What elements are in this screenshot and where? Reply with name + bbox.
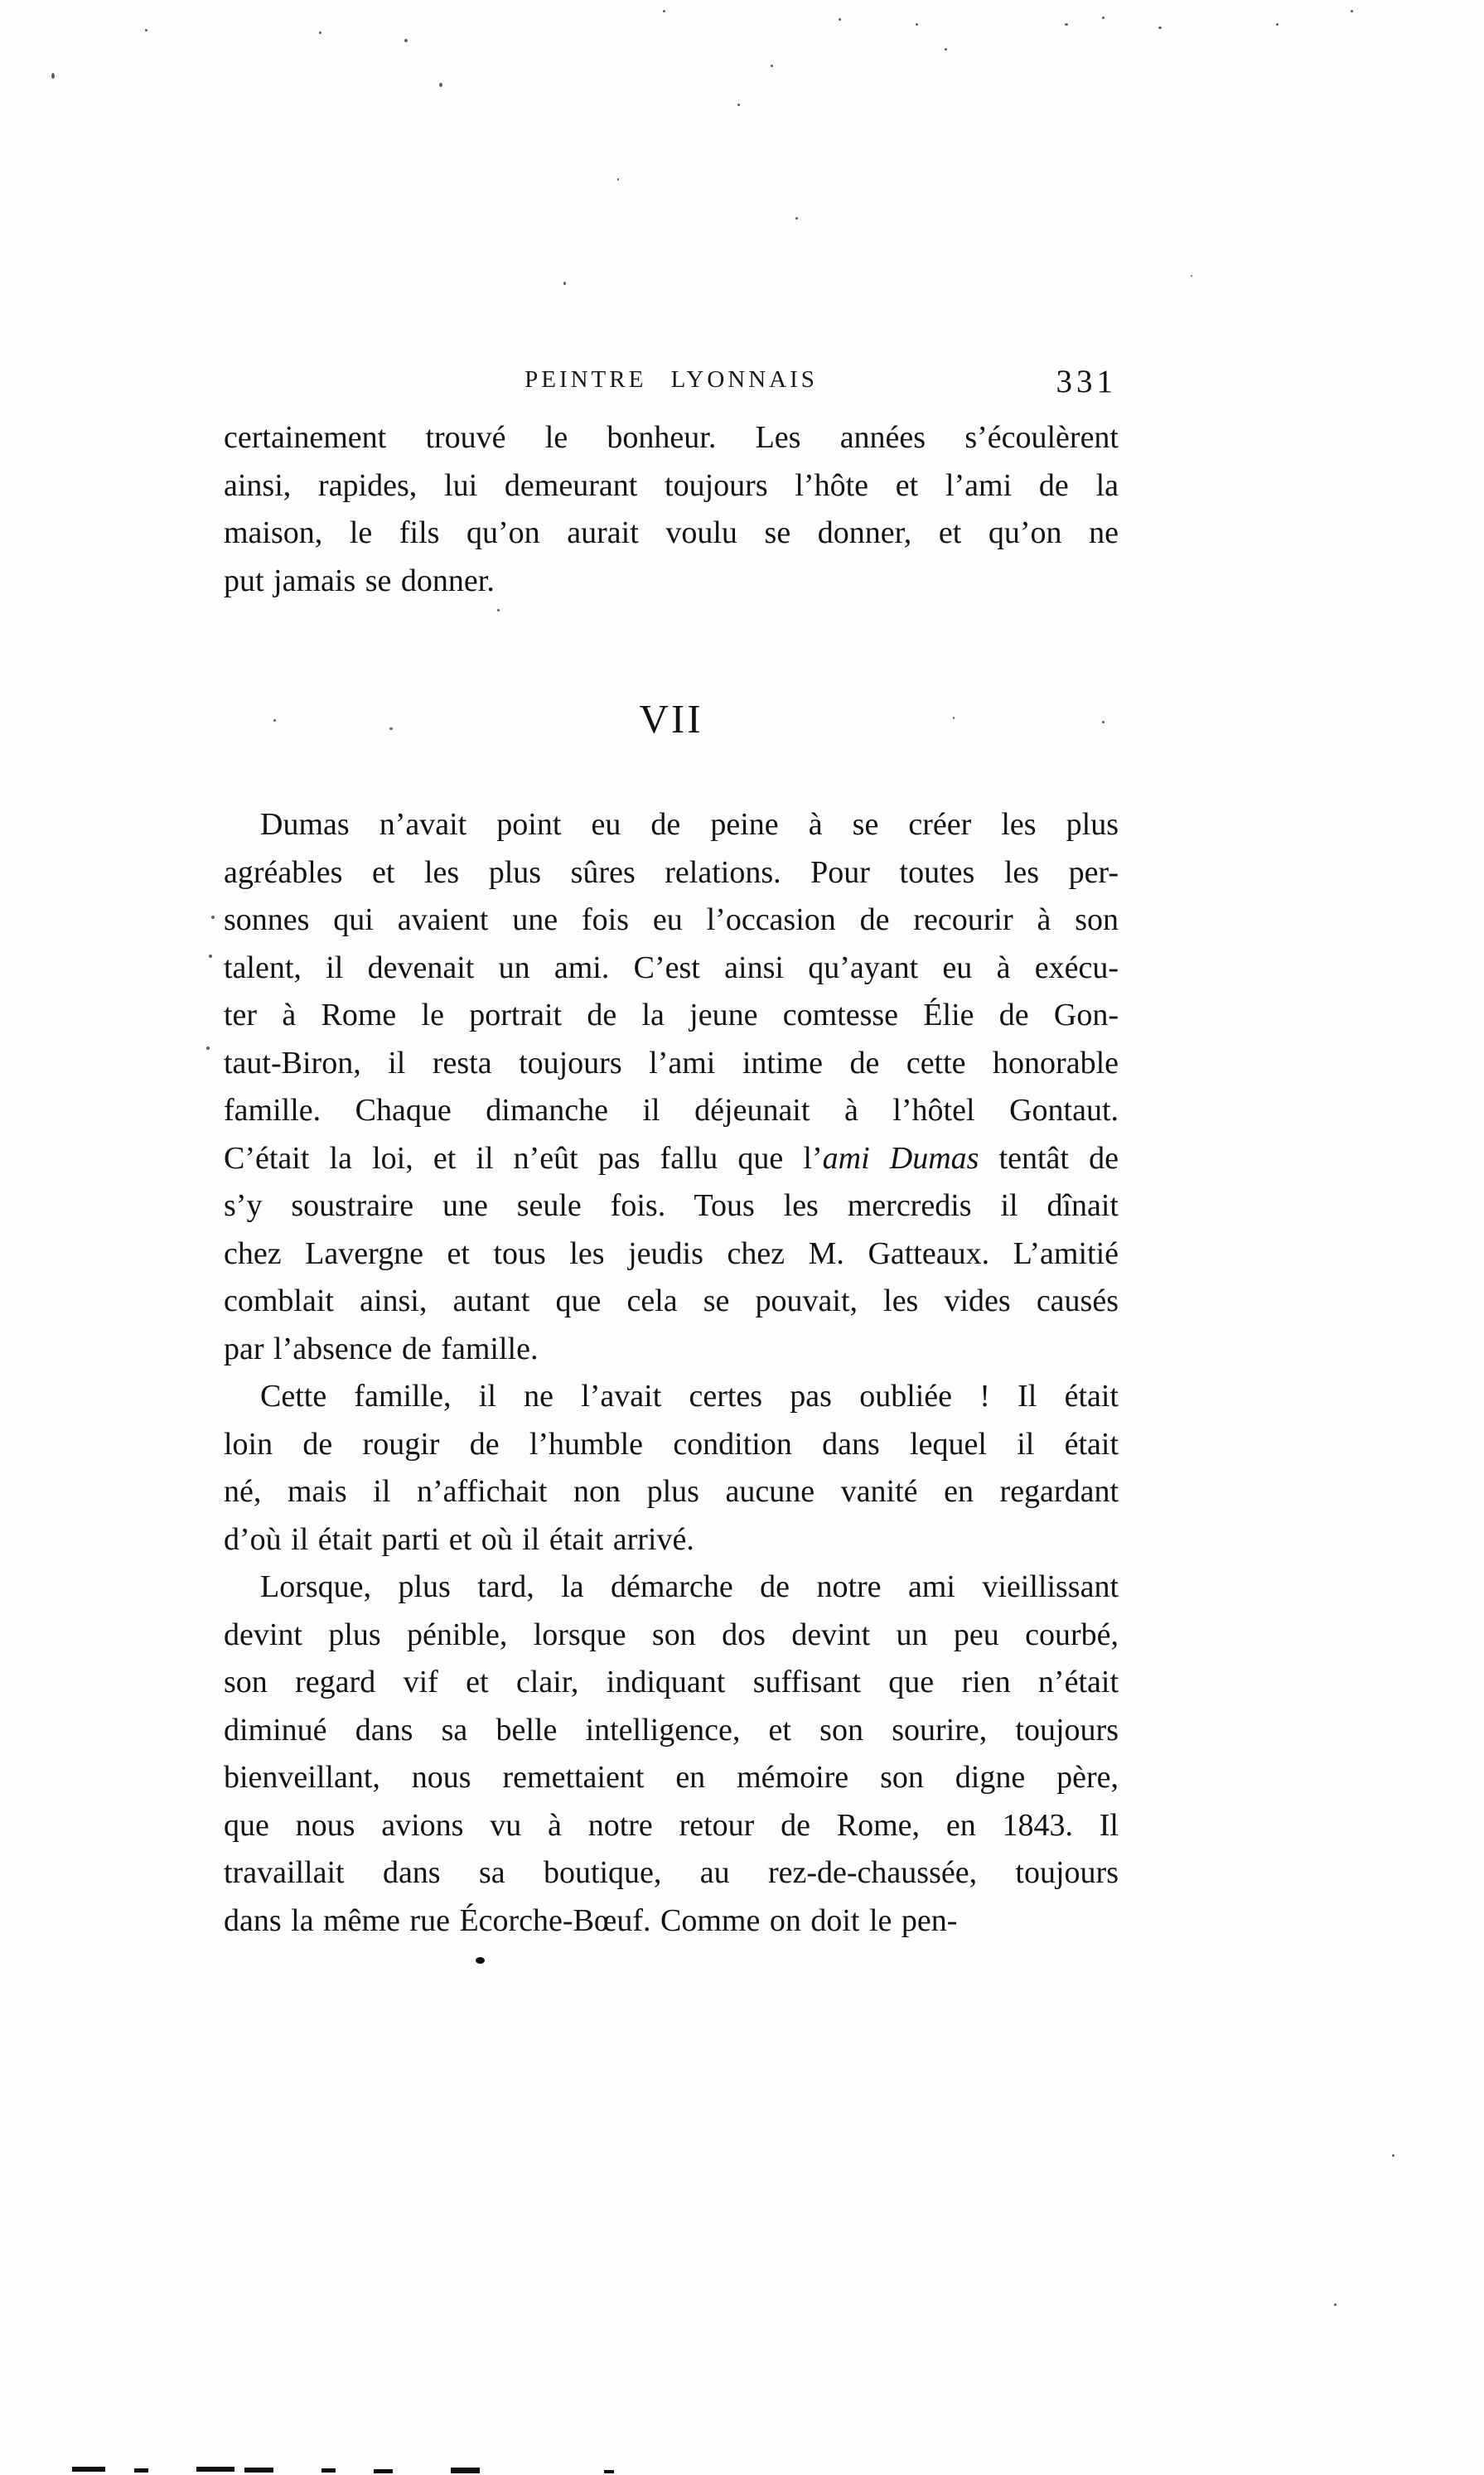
text-line: Lorsque, plus tard, la démarche de notre ami vieillissant [260, 1569, 1119, 1604]
scan-speck [273, 719, 276, 722]
text-line: son regard vif et clair, indiquant suffisant que rien n’était [224, 1665, 1119, 1699]
page-header [224, 363, 1119, 403]
scan-speck [1065, 23, 1068, 26]
scan-speck [1276, 23, 1279, 26]
scan-artifact-dash [321, 2468, 336, 2473]
text-line: famille. Chaque dimanche il déjeunait à l’hôtel Gontaut. [224, 1093, 1119, 1128]
ink-blot [476, 1957, 485, 1964]
text-line: chez Lavergne et tous les jeudis chez M. Gatteaux. L’amitié [224, 1235, 1119, 1271]
scan-speck [209, 955, 212, 958]
text-line: ainsi, rapides, lui demeurant toujours l’hôte et l’ami de la [224, 467, 1119, 503]
text-segment: C’était la loi, et il n’eût pas fallu que l’ [224, 1140, 823, 1176]
paragraph-continuation [224, 414, 1119, 605]
scan-speck [51, 73, 55, 79]
scan-speck [1392, 2154, 1395, 2157]
text-line: ter à Rome le portrait de la jeune comtesse Élie de Gon- [224, 998, 1119, 1032]
running-header-title: PEINTRE LYONNAIS [524, 366, 818, 393]
text-line: travaillait dans sa boutique, au rez-de-chaussée, toujours [224, 1855, 1119, 1890]
text-line: agréables et les plus sûres relations. Pour toutes les per- [224, 854, 1119, 890]
scan-speck [1191, 275, 1192, 277]
scan-speck [404, 39, 408, 42]
scan-speck [795, 217, 798, 220]
scan-speck [839, 18, 841, 21]
scan-speck [439, 83, 442, 87]
text-line: Dumas n’avait point eu de peine à se créer les plus [260, 807, 1119, 842]
text-line: par l’absence de famille. [224, 1331, 539, 1366]
italic-text-segment: ami Dumas [822, 1140, 979, 1176]
text-line: dans la même rue Écorche-Bœuf. Comme on doit le pen- [224, 1902, 958, 1938]
scan-speck [1158, 27, 1162, 29]
scan-speck [916, 23, 918, 26]
scan-speck [1102, 17, 1105, 19]
scan-speck [617, 178, 619, 181]
page-number: 331 [1056, 364, 1117, 399]
scan-speck [497, 609, 500, 611]
scan-artifact-dash [374, 2469, 393, 2473]
scan-speck [389, 728, 393, 730]
scan-speck [206, 1047, 210, 1050]
text-line: loin de rougir de l’humble condition dans lequel il était [224, 1426, 1119, 1462]
scan-artifact-dash [604, 2470, 614, 2473]
scan-speck [771, 65, 773, 67]
text-line: maison, le fils qu’on aurait voulu se donner, et qu’on ne [224, 515, 1119, 550]
text-line: d’où il était parti et où il était arrivé. [224, 1521, 694, 1557]
text-line: devint plus pénible, lorsque son dos devint un peu courbé, [224, 1617, 1119, 1652]
scan-speck [953, 717, 955, 719]
text-line: talent, il devenait un ami. C’est ainsi qu’ayant eu à exécu- [224, 950, 1119, 985]
text-line: s’y soustraire une seule fois. Tous les mercredis il dînait [224, 1188, 1119, 1223]
text-line: comblait ainsi, autant que cela se pouvait, les vides causés [224, 1283, 1119, 1318]
scan-speck [145, 29, 147, 31]
text-line-with-italic [224, 1135, 1119, 1183]
text-line: que nous avions vu à notre retour de Rome, en 1843. Il [224, 1807, 1119, 1843]
scan-speck [563, 282, 566, 285]
text-line: put jamais se donner. [224, 563, 495, 598]
scan-artifact-dash [72, 2467, 105, 2472]
text-line: né, mais il n’affichait non plus aucune vanité en regardant [224, 1474, 1119, 1509]
text-line: Cette famille, il ne l’avait certes pas oubliée ! Il était [260, 1379, 1119, 1414]
scan-artifact-dash [244, 2468, 273, 2473]
scan-artifact-dash [451, 2468, 480, 2473]
scan-speck [211, 916, 215, 919]
body-text [224, 801, 1119, 1945]
text-line: diminué dans sa belle intelligence, et son sourire, toujours [224, 1712, 1119, 1747]
text-line: sonnes qui avaient une fois eu l’occasion de recourir à son [224, 902, 1119, 937]
scan-speck [1102, 721, 1105, 723]
scan-speck [737, 104, 740, 106]
scan-speck [663, 10, 665, 12]
scan-artifact-dash [134, 2468, 148, 2473]
scan-artifact-dash [196, 2467, 234, 2472]
paragraph-dumas [224, 801, 1119, 1373]
text-line: certainement trouvé le bonheur. Les années s’écoulèrent [224, 420, 1119, 455]
scan-speck [1334, 2303, 1337, 2306]
paragraph-cette-famille [224, 1373, 1119, 1564]
scan-speck [945, 48, 947, 51]
scan-speck [319, 31, 321, 34]
text-line: taut-Biron, il resta toujours l’ami intime de cette honorable [224, 1045, 1119, 1080]
text-line: bienveillant, nous remettaient en mémoire son digne père, [224, 1760, 1119, 1795]
section-heading: VII [639, 696, 703, 742]
paragraph-lorsque [224, 1564, 1119, 1945]
text-segment: tentât de [979, 1140, 1119, 1176]
scan-speck [1351, 10, 1353, 12]
